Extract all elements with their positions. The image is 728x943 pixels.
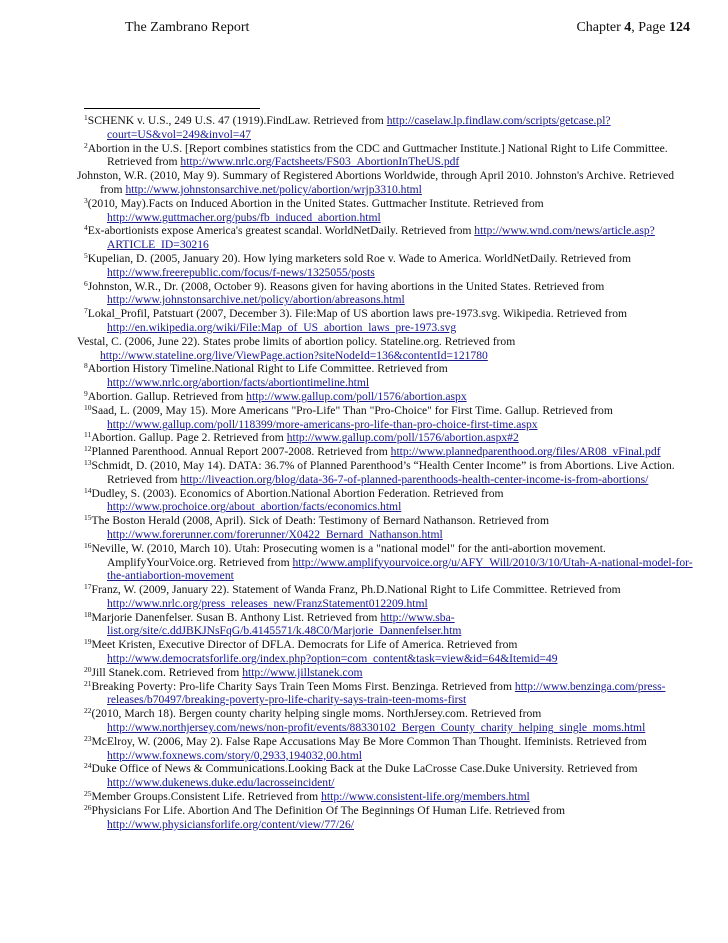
footnote-link[interactable]: http://liveaction.org/blog/data-36-7-of-planned-parenthoods-health-center-income-is-from-abortions/ (180, 472, 649, 486)
footnote-link[interactable]: http://www.nrlc.org/press_releases_new/FranzStatement012209.html (107, 596, 428, 610)
footnote-number: 5 (84, 250, 88, 260)
footnote-text: Member Groups.Consistent Life. Retrieved from (91, 790, 322, 804)
footnote-text: Johnston, W.R., Dr. (2008, October 9). Reasons given for having abortions in the United States. Retrieved from (87, 279, 605, 293)
footnote-text: SCHENK v. U.S., 249 U.S. 47 (1919).FindLaw. Retrieved from (87, 114, 387, 127)
footnote-number: 16 (84, 540, 92, 550)
page-prefix: , Page (631, 20, 669, 35)
footnote-item (84, 142, 696, 170)
footnote-text: Planned Parenthood. Annual Report 2007-2008. Retrieved from (91, 445, 391, 459)
footnote-number: 21 (84, 678, 92, 688)
footnote-link[interactable]: http://www.johnstonsarchive.net/policy/abortion/abreasons.html (107, 293, 405, 307)
footnote-link[interactable]: http://www.stateline.org/live/ViewPage.action?siteNodeId=136&contentId=121780 (100, 348, 488, 362)
footnote-link[interactable]: http://www.plannedparenthood.org/files/AR08_vFinal.pdf (390, 445, 661, 459)
footnote-item (84, 362, 696, 390)
footnote-number: 1 (84, 113, 88, 122)
footnote-text: Abortion. Gallup. Page 2. Retrieved from (91, 431, 287, 445)
chapter-number: 4 (624, 20, 632, 35)
footnote-number: 6 (84, 278, 88, 288)
footnote-link[interactable]: http://www.nrlc.org/abortion/facts/abortiontimeline.html (107, 376, 370, 390)
footnote-text: Jill Stanek.com. Retrieved from (91, 665, 243, 679)
footnote-item (84, 487, 696, 515)
footnote-item (84, 307, 696, 335)
footnote-item (84, 431, 696, 445)
footnote-link[interactable]: http://www.physiciansforlife.org/content/view/77/26/ (107, 817, 354, 831)
footnote-number: 14 (84, 485, 92, 495)
footnote-text: Vestal, C. (2006, June 22). States probe limits of abortion policy. Stateline.org. Retrieved from (77, 334, 516, 348)
footnote-item (84, 583, 696, 611)
footnote-item (84, 790, 696, 804)
footnote-item (84, 390, 696, 404)
footnote-number: 3 (84, 195, 88, 205)
footnote-number: 26 (84, 802, 92, 812)
report-title: The Zambrano Report (125, 20, 250, 35)
footnote-number: 9 (84, 388, 88, 398)
footnote-item (84, 638, 696, 666)
footnote-text: Kupelian, D. (2005, January 20). How lying marketers sold Roe v. Wade to America. WorldNetDaily. Retrieved from (87, 251, 631, 265)
footnote-item (84, 735, 696, 763)
footnote-text: Ex-abortionists expose America's greatest scandal. WorldNetDaily. Retrieved from (87, 224, 475, 238)
footnote-number: 11 (84, 430, 92, 440)
footnote-number: 19 (84, 637, 92, 647)
page-header (125, 20, 690, 40)
footnote-link[interactable]: http://www.northjersey.com/news/non-profit/events/88330102_Bergen_County_charity_helping_single_moms.html (107, 721, 646, 735)
footnote-number: 10 (84, 402, 92, 412)
footnote-text: Breaking Poverty: Pro-life Charity Says Train Teen Moms First. Benzinga. Retrieved from (91, 679, 515, 693)
footnote-link[interactable]: http://www.amplifyyourvoice.org/u/AFY_Will/2010/3/10/Utah-A-national-model-for-the-antiabortion-movement (107, 555, 693, 583)
footnote-link[interactable]: http://www.democratsforlife.org/index.php?option=com_content&task=view&id=64&Itemid=49 (107, 652, 558, 666)
footnote-item (84, 445, 696, 459)
chapter-page-label (576, 20, 690, 36)
footnote-item (84, 514, 696, 542)
footnote-text: Duke Office of News & Communications.Looking Back at the Duke LaCrosse Case.Duke University. Retrieved from (91, 762, 638, 776)
footnote-link[interactable]: http://www.freerepublic.com/focus/f-news/1325055/posts (107, 265, 375, 279)
footnote-item (77, 169, 696, 197)
footnote-text: Meet Kristen, Executive Director of DFLA. Democrats for Life of America. Retrieved from (91, 638, 518, 652)
footnote-item (84, 197, 696, 225)
footnote-number: 15 (84, 513, 92, 523)
footnote-item (84, 459, 696, 487)
footnote-link[interactable]: http://www.forerunner.com/forerunner/X0422_Bernard_Nathanson.html (107, 527, 443, 541)
footnote-link[interactable]: http://www.gallup.com/poll/1576/abortion.aspx#2 (286, 431, 519, 445)
footnote-text: Dudley, S. (2003). Economics of Abortion.National Abortion Federation. Retrieved from (91, 486, 504, 500)
footnote-item (84, 542, 696, 583)
footnote-item (84, 804, 696, 832)
footnote-number: 13 (84, 457, 92, 467)
footnote-item (84, 680, 696, 708)
footnote-link[interactable]: http://www.jillstanek.com (242, 665, 363, 679)
footnote-link[interactable]: http://www.guttmacher.org/pubs/fb_induced_abortion.html (107, 210, 381, 224)
footnote-link[interactable]: http://caselaw.lp.findlaw.com/scripts/getcase.pl?court=US&vol=249&invol=47 (107, 114, 611, 141)
footnote-number: 17 (84, 582, 92, 592)
footnote-link[interactable]: http://www.dukenews.duke.edu/lacrosseincident/ (107, 776, 335, 790)
footnote-text: Franz, W. (2009, January 22). Statement of Wanda Franz, Ph.D.National Right to Life Committee. Retrieved from (91, 583, 621, 597)
footnote-item (84, 611, 696, 639)
footnote-text: Neville, W. (2010, March 10). Utah: Prosecuting women is a "national model" for the anti-abortion movement. AmplifyYourVoice.org. Retrieved from (91, 541, 606, 569)
footnote-number: 7 (84, 306, 88, 316)
footnote-item (84, 707, 696, 735)
chapter-prefix: Chapter (576, 20, 625, 35)
footnote-item (84, 762, 696, 790)
footnote-link[interactable]: http://www.consistent-life.org/members.html (321, 790, 530, 804)
footnote-text: (2010, March 18). Bergen county charity helping single moms. NorthJersey.com. Retrieved from (91, 707, 542, 721)
footnote-number: 18 (84, 609, 92, 619)
footnote-link[interactable]: http://www.prochoice.org/about_abortion/facts/economics.html (107, 500, 402, 514)
footnote-item (84, 252, 696, 280)
footnote-link[interactable]: http://www.gallup.com/poll/118399/more-americans-pro-life-than-pro-choice-first-time.aspx (107, 417, 538, 431)
footnote-link[interactable]: http://www.benzinga.com/press-releases/b70497/breaking-poverty-pro-life-charity-says-train-teen-moms-first (107, 679, 666, 707)
footnote-link[interactable]: http://www.sba-list.org/site/c.ddJBKJNsFqG/b.4145571/k.48C0/Marjorie_Dannenfelser.htm (107, 610, 462, 638)
footnote-text: Lokal_Profil, Patstuart (2007, December 3). File:Map of US abortion laws pre-1973.svg. Wikipedia. Retrieved from (87, 307, 628, 321)
footnote-number: 4 (84, 223, 88, 233)
footnote-text: Johnston, W.R. (2010, May 9). Summary of Registered Abortions Worldwide, through April 2010. Johnston's Archive. Retrieved from (77, 169, 675, 196)
footnote-text: Marjorie Danenfelser. Susan B. Anthony List. Retrieved from (91, 610, 381, 624)
footnote-text: Abortion in the U.S. [Report combines statistics from the CDC and Guttmacher Institute.] National Right to Life Committee. Retrieved from (87, 141, 668, 169)
footnote-text: McElroy, W. (2006, May 2). False Rape Accusations May Be More Common Than Thought. Ifeminists. Retrieved from (91, 734, 647, 748)
footnote-text: Schmidt, D. (2010, May 14). DATA: 36.7% of Planned Parenthood’s “Health Center Income” is from Abortions. Live Action. Retrieved from (91, 458, 675, 486)
footnote-item (84, 224, 696, 252)
footnote-text: Abortion History Timeline.National Right to Life Committee. Retrieved from (87, 362, 448, 376)
footnote-item (77, 334, 696, 363)
page-number: 124 (669, 20, 690, 35)
footnote-list (77, 113, 696, 831)
footnote-number: 22 (84, 706, 92, 716)
footnote-text: The Boston Herald (2008, April). Sick of Death: Testimony of Bernard Nathanson. Retrieved from (91, 514, 549, 528)
footnote-number: 12 (84, 444, 92, 454)
footnote-link[interactable]: http://www.gallup.com/poll/1576/abortion.aspx (246, 389, 467, 403)
footnote-number: 8 (84, 361, 88, 371)
footnote-link[interactable]: http://www.nrlc.org/Factsheets/FS03_AbortionInTheUS.pdf (180, 155, 460, 169)
footnote-item (84, 404, 696, 432)
footnote-number: 20 (84, 664, 92, 674)
footnote-item (84, 114, 696, 142)
footnote-number: 2 (84, 140, 88, 150)
footnote-link[interactable]: http://www.wnd.com/news/article.asp?ARTICLE_ID=30216 (107, 224, 655, 252)
footnote-text: Physicians For Life. Abortion And The Definition Of The Beginnings Of Human Life. Retrieved from (91, 803, 566, 817)
footnote-item (84, 666, 696, 680)
footnote-link[interactable]: http://www.johnstonsarchive.net/policy/abortion/wrjp3310.html (125, 182, 422, 196)
footnote-separator (84, 108, 260, 109)
footnote-item (84, 280, 696, 308)
footnote-text: (2010, May).Facts on Induced Abortion in the United States. Guttmacher Institute. Retrieved from (87, 196, 544, 210)
footnote-number: 23 (84, 733, 92, 743)
footnote-text: Saad, L. (2009, May 15). More Americans "Pro-Life" Than "Pro-Choice" for First Time. Gallup. Retrieved from (91, 403, 613, 417)
footnote-number: 24 (84, 761, 92, 771)
footnote-link[interactable]: http://www.foxnews.com/story/0,2933,194032,00.html (107, 748, 362, 762)
footnote-number: 25 (84, 789, 92, 799)
footnote-link[interactable]: http://en.wikipedia.org/wiki/File:Map_of_US_abortion_laws_pre-1973.svg (107, 320, 457, 334)
footnote-text: Abortion. Gallup. Retrieved from (87, 389, 247, 403)
